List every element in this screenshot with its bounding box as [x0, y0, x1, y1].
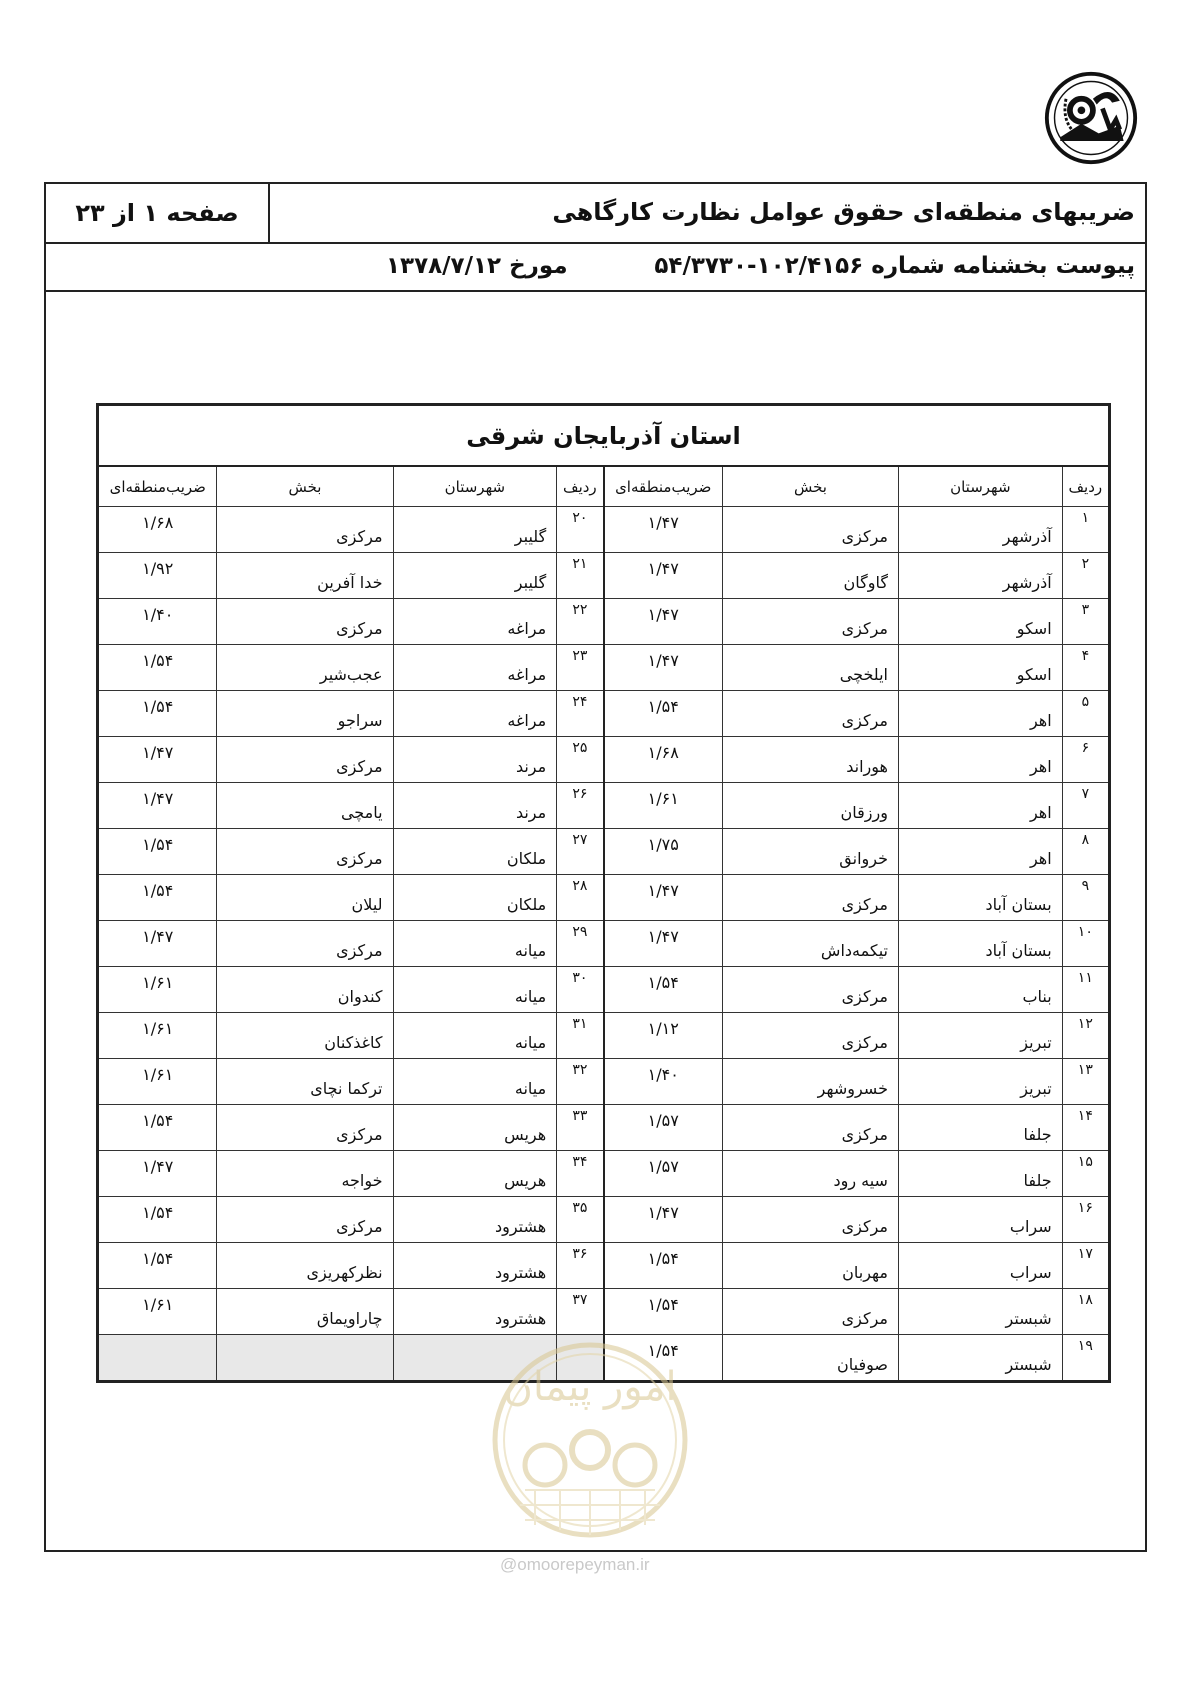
table-header-row — [98, 466, 1110, 507]
table-row — [98, 921, 1110, 967]
left-section: مرکزی — [217, 599, 393, 645]
right-coefficient: ۱/۴۷ — [604, 553, 723, 599]
right-coefficient: ۱/۱۲ — [604, 1013, 723, 1059]
right-county: اهر — [898, 691, 1062, 737]
right-coefficient: ۱/۵۴ — [604, 1243, 723, 1289]
left-section: سراجو — [217, 691, 393, 737]
right-county: تبریز — [898, 1013, 1062, 1059]
circular-date: مورخ ۱۳۷۸/۷/۱۲ — [386, 253, 568, 279]
left-coefficient: ۱/۴۷ — [98, 737, 217, 783]
right-section: ورزقان — [722, 783, 898, 829]
left-section: کاغذکنان — [217, 1013, 393, 1059]
right-section: ایلخچی — [722, 645, 898, 691]
left-coefficient: ۱/۴۰ — [98, 599, 217, 645]
right-coefficient: ۱/۴۰ — [604, 1059, 723, 1105]
right-county: آذرشهر — [898, 553, 1062, 599]
left-row-number: ۳۳ — [557, 1105, 604, 1151]
right-row-number: ۱۴ — [1062, 1105, 1109, 1151]
left-county: هریس — [393, 1151, 557, 1197]
left-coefficient: ۱/۵۴ — [98, 829, 217, 875]
left-section: مرکزی — [217, 829, 393, 875]
left-row-number: ۲۳ — [557, 645, 604, 691]
left-row-number: ۲۴ — [557, 691, 604, 737]
right-section: مرکزی — [722, 1013, 898, 1059]
left-row-number: ۲۲ — [557, 599, 604, 645]
right-county: اهر — [898, 737, 1062, 783]
left-section: کندوان — [217, 967, 393, 1013]
right-coefficient: ۱/۴۷ — [604, 599, 723, 645]
table-row — [98, 1197, 1110, 1243]
left-row-number: ۲۶ — [557, 783, 604, 829]
left-row-number: ۳۶ — [557, 1243, 604, 1289]
document-title: ضریبهای منطقه‌ای حقوق عوامل نظارت کارگاهی — [552, 198, 1135, 226]
right-county: سراب — [898, 1197, 1062, 1243]
left-row-number: ۲۵ — [557, 737, 604, 783]
right-coefficient: ۱/۵۷ — [604, 1151, 723, 1197]
circular-reference: پیوست بخشنامه شماره ۱۰۲/۴۱۵۶-۵۴/۳۷۳۰ — [654, 253, 1135, 279]
right-county: اسکو — [898, 599, 1062, 645]
right-row-number: ۷ — [1062, 783, 1109, 829]
left-section: عجب‌شیر — [217, 645, 393, 691]
left-coefficient: ۱/۴۷ — [98, 783, 217, 829]
header-row-reference — [46, 244, 1145, 292]
table-row — [98, 829, 1110, 875]
left-section: ترکما نچای — [217, 1059, 393, 1105]
right-row-number: ۱۵ — [1062, 1151, 1109, 1197]
left-county: مراغه — [393, 599, 557, 645]
right-county: سراب — [898, 1243, 1062, 1289]
left-coefficient: ۱/۴۷ — [98, 921, 217, 967]
empty-cell — [98, 1335, 217, 1382]
left-coefficient: ۱/۵۴ — [98, 645, 217, 691]
left-county: میانه — [393, 967, 557, 1013]
watermark-text: امور پیمان — [503, 1364, 677, 1410]
right-county: اهر — [898, 783, 1062, 829]
left-coefficient: ۱/۶۱ — [98, 1013, 217, 1059]
right-row-number: ۱۱ — [1062, 967, 1109, 1013]
organization-emblem-icon — [1043, 70, 1139, 166]
right-coefficient: ۱/۵۴ — [604, 1335, 723, 1382]
left-section: مرکزی — [217, 507, 393, 553]
col-section: بخش — [722, 466, 898, 507]
right-row-number: ۱۶ — [1062, 1197, 1109, 1243]
right-county: اهر — [898, 829, 1062, 875]
left-row-number: ۲۸ — [557, 875, 604, 921]
left-coefficient: ۱/۶۸ — [98, 507, 217, 553]
col-county: شهرستان — [898, 466, 1062, 507]
right-row-number: ۱۸ — [1062, 1289, 1109, 1335]
left-coefficient: ۱/۵۴ — [98, 1197, 217, 1243]
table-row — [98, 1151, 1110, 1197]
left-row-number: ۲۱ — [557, 553, 604, 599]
left-row-number: ۳۵ — [557, 1197, 604, 1243]
table-row — [98, 599, 1110, 645]
left-county: مراغه — [393, 691, 557, 737]
right-coefficient: ۱/۴۷ — [604, 875, 723, 921]
left-row-number: ۲۹ — [557, 921, 604, 967]
province-title: استان آذربایجان شرقی — [98, 405, 1110, 467]
right-section: هوراند — [722, 737, 898, 783]
left-county: گلیبر — [393, 507, 557, 553]
left-section: لیلان — [217, 875, 393, 921]
left-row-number: ۳۴ — [557, 1151, 604, 1197]
empty-cell — [217, 1335, 393, 1382]
right-row-number: ۵ — [1062, 691, 1109, 737]
left-row-number: ۲۰ — [557, 507, 604, 553]
right-coefficient: ۱/۵۴ — [604, 1289, 723, 1335]
table-row — [98, 875, 1110, 921]
left-section: خواجه — [217, 1151, 393, 1197]
table-row — [98, 645, 1110, 691]
right-county: جلفا — [898, 1151, 1062, 1197]
col-row: ردیف — [557, 466, 604, 507]
left-section: مرکزی — [217, 737, 393, 783]
right-county: شبستر — [898, 1289, 1062, 1335]
left-section: نظرکهریزی — [217, 1243, 393, 1289]
left-coefficient: ۱/۴۷ — [98, 1151, 217, 1197]
left-coefficient: ۱/۵۴ — [98, 1243, 217, 1289]
right-county: تبریز — [898, 1059, 1062, 1105]
left-row-number: ۳۱ — [557, 1013, 604, 1059]
right-section: سیه رود — [722, 1151, 898, 1197]
left-row-number: ۲۷ — [557, 829, 604, 875]
left-county: هشترود — [393, 1197, 557, 1243]
right-section: مرکزی — [722, 875, 898, 921]
left-county: هریس — [393, 1105, 557, 1151]
table-row — [98, 1059, 1110, 1105]
right-section: مرکزی — [722, 967, 898, 1013]
table-row — [98, 553, 1110, 599]
right-section: مهربان — [722, 1243, 898, 1289]
table-row — [98, 1105, 1110, 1151]
table-row — [98, 783, 1110, 829]
right-row-number: ۱۳ — [1062, 1059, 1109, 1105]
left-row-number: ۳۲ — [557, 1059, 604, 1105]
table-row — [98, 967, 1110, 1013]
left-county: میانه — [393, 1013, 557, 1059]
right-row-number: ۱۰ — [1062, 921, 1109, 967]
left-coefficient: ۱/۵۴ — [98, 1105, 217, 1151]
col-row: ردیف — [1062, 466, 1109, 507]
table-row — [98, 737, 1110, 783]
right-county: اسکو — [898, 645, 1062, 691]
col-coef: ضریب‌منطقه‌ای — [604, 466, 723, 507]
col-county: شهرستان — [393, 466, 557, 507]
right-section: مرکزی — [722, 1197, 898, 1243]
left-row-number: ۳۰ — [557, 967, 604, 1013]
right-coefficient: ۱/۴۷ — [604, 921, 723, 967]
left-section: مرکزی — [217, 1105, 393, 1151]
right-coefficient: ۱/۴۷ — [604, 507, 723, 553]
left-county: مرند — [393, 737, 557, 783]
right-coefficient: ۱/۶۱ — [604, 783, 723, 829]
left-county: میانه — [393, 1059, 557, 1105]
left-section: خدا آفرین — [217, 553, 393, 599]
right-coefficient: ۱/۷۵ — [604, 829, 723, 875]
right-coefficient: ۱/۵۴ — [604, 691, 723, 737]
right-section: خسروشهر — [722, 1059, 898, 1105]
right-county: بناب — [898, 967, 1062, 1013]
table-row — [98, 1289, 1110, 1335]
watermark-url: @omoorepeyman.ir — [500, 1555, 650, 1574]
header-row-title — [46, 184, 1145, 244]
left-county: ملکان — [393, 875, 557, 921]
page-number: صفحه ۱ از ۲۳ — [46, 184, 270, 242]
left-coefficient: ۱/۶۱ — [98, 1289, 217, 1335]
right-section: صوفیان — [722, 1335, 898, 1382]
right-coefficient: ۱/۴۷ — [604, 645, 723, 691]
right-row-number: ۶ — [1062, 737, 1109, 783]
right-county: بستان آباد — [898, 875, 1062, 921]
right-row-number: ۲ — [1062, 553, 1109, 599]
right-row-number: ۱۹ — [1062, 1335, 1109, 1382]
right-section: مرکزی — [722, 599, 898, 645]
right-row-number: ۱۷ — [1062, 1243, 1109, 1289]
watermark-seal — [490, 1330, 690, 1560]
left-coefficient: ۱/۶۱ — [98, 1059, 217, 1105]
left-county: مرند — [393, 783, 557, 829]
right-coefficient: ۱/۴۷ — [604, 1197, 723, 1243]
right-row-number: ۸ — [1062, 829, 1109, 875]
left-county: ملکان — [393, 829, 557, 875]
right-county: بستان آباد — [898, 921, 1062, 967]
left-county: هشترود — [393, 1289, 557, 1335]
right-coefficient: ۱/۵۴ — [604, 967, 723, 1013]
col-section: بخش — [217, 466, 393, 507]
right-county: آذرشهر — [898, 507, 1062, 553]
right-row-number: ۳ — [1062, 599, 1109, 645]
right-county: شبستر — [898, 1335, 1062, 1382]
left-coefficient: ۱/۵۴ — [98, 875, 217, 921]
table-row — [98, 1013, 1110, 1059]
table-row — [98, 691, 1110, 737]
left-county: میانه — [393, 921, 557, 967]
left-county: مراغه — [393, 645, 557, 691]
right-section: مرکزی — [722, 1105, 898, 1151]
right-section: گاوگان — [722, 553, 898, 599]
left-section: چاراویماق — [217, 1289, 393, 1335]
table-body — [98, 507, 1110, 1382]
left-section: یامچی — [217, 783, 393, 829]
table-row — [98, 507, 1110, 553]
right-row-number: ۱۲ — [1062, 1013, 1109, 1059]
right-section: خروانق — [722, 829, 898, 875]
right-coefficient: ۱/۵۷ — [604, 1105, 723, 1151]
right-county: جلفا — [898, 1105, 1062, 1151]
right-row-number: ۴ — [1062, 645, 1109, 691]
left-section: مرکزی — [217, 1197, 393, 1243]
regional-coefficients-table — [96, 403, 1111, 1383]
left-county: گلیبر — [393, 553, 557, 599]
right-section: تیکمه‌داش — [722, 921, 898, 967]
right-section: مرکزی — [722, 507, 898, 553]
right-row-number: ۹ — [1062, 875, 1109, 921]
right-section: مرکزی — [722, 691, 898, 737]
col-coef: ضریب‌منطقه‌ای — [98, 466, 217, 507]
left-coefficient: ۱/۹۲ — [98, 553, 217, 599]
right-coefficient: ۱/۶۸ — [604, 737, 723, 783]
table-row — [98, 1243, 1110, 1289]
left-coefficient: ۱/۶۱ — [98, 967, 217, 1013]
left-row-number: ۳۷ — [557, 1289, 604, 1335]
right-section: مرکزی — [722, 1289, 898, 1335]
left-section: مرکزی — [217, 921, 393, 967]
left-coefficient: ۱/۵۴ — [98, 691, 217, 737]
right-row-number: ۱ — [1062, 507, 1109, 553]
left-county: هشترود — [393, 1243, 557, 1289]
